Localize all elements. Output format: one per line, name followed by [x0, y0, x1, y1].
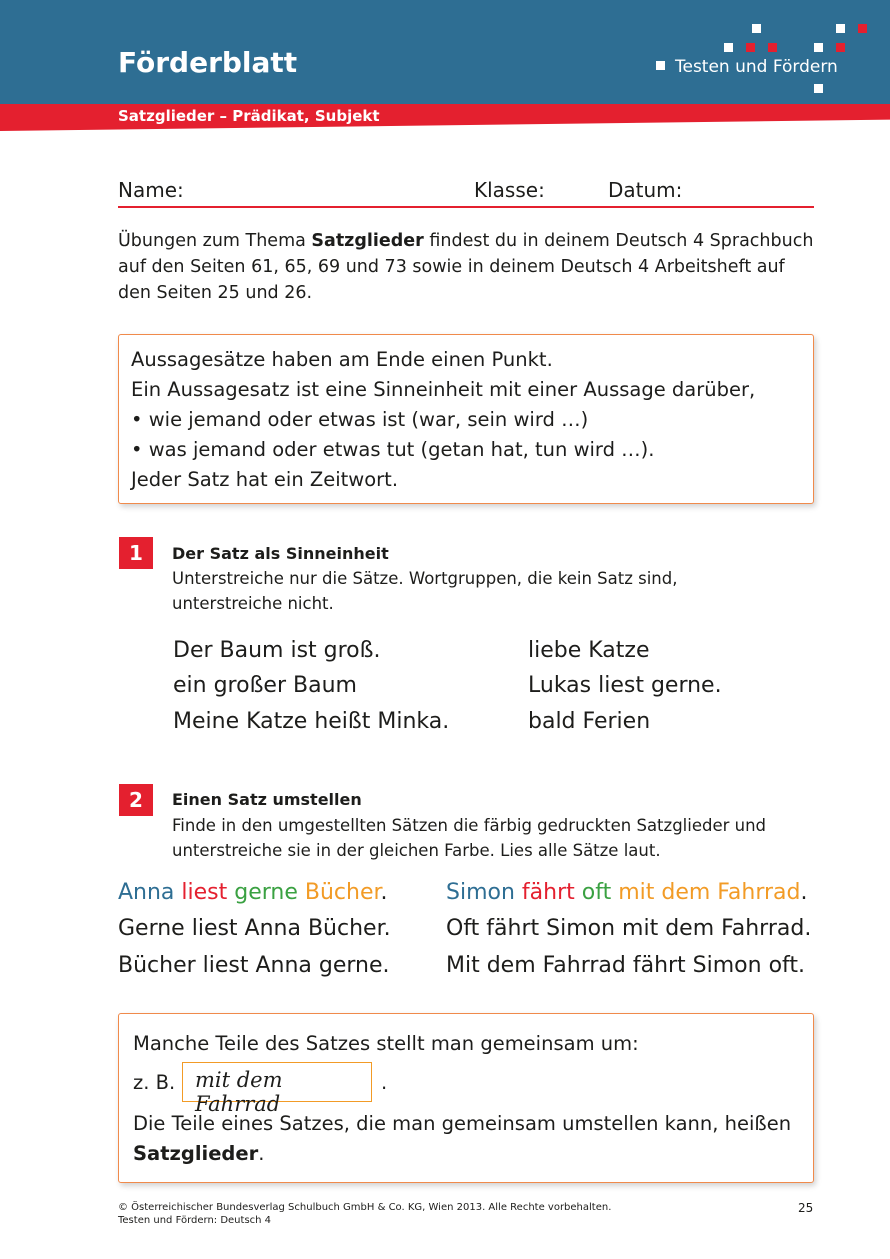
decor-square — [814, 43, 823, 52]
intro-bold: Satzglieder — [311, 231, 424, 251]
adverb-word: gerne — [227, 880, 298, 905]
decor-square — [724, 43, 733, 52]
intro-part: Übungen zum Thema — [118, 231, 312, 251]
definition-end: . — [258, 1142, 265, 1165]
rule-line: Aussagesätze haben am Ende einen Punkt. — [131, 348, 553, 371]
rule-box — [118, 334, 814, 504]
decor-square — [836, 24, 845, 33]
instruction-line: Finde in den umgestellten Sätzen die färbig gedruckten Satzglieder und — [172, 816, 767, 835]
phrase-item: Der Baum ist groß. — [173, 638, 381, 663]
object-word: mit dem Fahrrad — [611, 880, 801, 905]
rule-line: Ein Aussagesatz ist eine Sinneinheit mit einer Aussage darüber, — [131, 378, 756, 401]
task-instructions — [172, 813, 772, 863]
phrase-item: Meine Katze heißt Minka. — [173, 709, 450, 734]
object-word: Bücher — [297, 880, 381, 905]
instruction-line: unterstreiche sie in der gleichen Farbe. Lies alle Sätze laut. — [172, 841, 661, 860]
colored-sentence — [118, 880, 388, 905]
phrase-item: liebe Katze — [528, 638, 650, 663]
task-title: Einen Satz umstellen — [172, 790, 362, 809]
page-title: Förderblatt — [118, 46, 298, 79]
subject-word: Anna — [118, 880, 175, 905]
task-instructions — [172, 566, 772, 616]
decor-square — [836, 43, 845, 52]
phrase-item: bald Ferien — [528, 709, 651, 734]
decor-square — [746, 43, 755, 52]
brand-text: Testen und Fördern — [675, 57, 838, 77]
klasse-label: Klasse: — [474, 178, 545, 202]
phrase-item: ein großer Baum — [173, 673, 357, 698]
sentence-item: Bücher liest Anna gerne. — [118, 953, 390, 978]
task-number-badge: 1 — [119, 537, 153, 569]
predicate-word: liest — [174, 880, 228, 905]
task-title: Der Satz als Sinneinheit — [172, 544, 389, 563]
rule-line: • was jemand oder etwas tut (getan hat, tun wird …). — [131, 438, 655, 461]
example-handwriting: mit dem Fahrrad — [195, 1068, 283, 1116]
instruction-line: unterstreiche nicht. — [172, 594, 334, 613]
definition-bold: Satzglieder — [133, 1142, 259, 1165]
definition-box — [118, 1013, 814, 1183]
period: . — [800, 880, 808, 905]
decor-square — [768, 43, 777, 52]
name-row — [118, 178, 814, 208]
sentence-item: Oft fährt Simon mit dem Fahrrad. — [446, 916, 812, 941]
example-label: z. B. — [133, 1071, 176, 1094]
intro-line: auf den Seiten 61, 65, 69 und 73 sowie in deinem Deutsch 4 Arbeitsheft auf — [118, 257, 785, 277]
decor-square — [858, 24, 867, 33]
example-period: . — [381, 1071, 388, 1094]
decor-square — [814, 84, 823, 93]
intro-line: den Seiten 25 und 26. — [118, 283, 313, 303]
datum-label: Datum: — [608, 178, 683, 202]
name-label: Name: — [118, 178, 184, 202]
intro-text — [118, 228, 818, 306]
sentence-item: Gerne liest Anna Bücher. — [118, 916, 391, 941]
footer — [118, 1201, 611, 1227]
example-box — [182, 1062, 372, 1116]
definition-line: Die Teile eines Satzes, die man gemeinsam umstellen kann, heißen — [133, 1112, 792, 1135]
brand-label — [656, 57, 838, 77]
phrase-item: Lukas liest gerne. — [528, 673, 722, 698]
decor-square — [752, 24, 761, 33]
page-number: 25 — [798, 1201, 814, 1215]
intro-part: findest du in deinem Deutsch 4 Sprachbuch — [423, 231, 814, 251]
task-number-badge: 2 — [119, 784, 153, 816]
brand-bullet-icon — [656, 61, 665, 70]
rule-line: Jeder Satz hat ein Zeitwort. — [131, 468, 399, 491]
period: . — [380, 880, 388, 905]
sentence-item: Mit dem Fahrrad fährt Simon oft. — [446, 953, 806, 978]
page-subtitle: Satzglieder – Prädikat, Subjekt — [118, 107, 380, 125]
subject-word: Simon — [446, 880, 515, 905]
series-text: Testen und Fördern: Deutsch 4 — [118, 1215, 272, 1226]
instruction-line: Unterstreiche nur die Sätze. Wortgruppen, die kein Satz sind, — [172, 569, 678, 588]
rule-line: • wie jemand oder etwas ist (war, sein wird …) — [131, 408, 589, 431]
adverb-word: oft — [574, 880, 612, 905]
copyright-text: © Österreichischer Bundesverlag Schulbuch GmbH & Co. KG, Wien 2013. Alle Rechte vorbehalten. — [118, 1202, 612, 1213]
predicate-word: fährt — [514, 880, 575, 905]
definition-line — [133, 1140, 264, 1168]
colored-sentence — [446, 880, 808, 905]
definition-line: Manche Teile des Satzes stellt man gemeinsam um: — [133, 1032, 639, 1055]
